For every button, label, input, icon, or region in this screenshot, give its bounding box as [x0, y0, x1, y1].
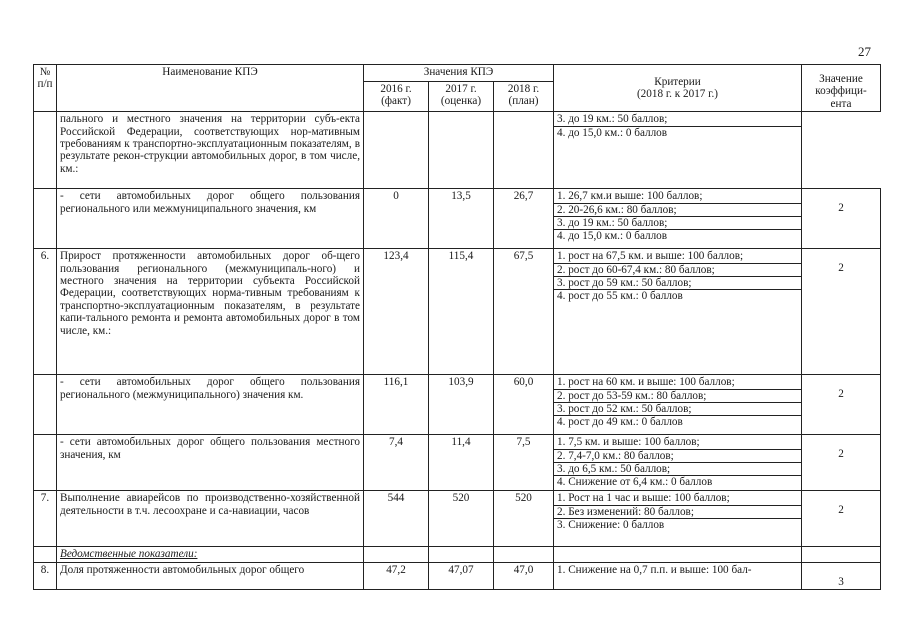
coefficient-value: 2	[802, 189, 881, 249]
section-empty-cell	[364, 547, 429, 562]
kpe-name: пального и местного значения на территории субъ-екта Российской Федерации, соответствующих нор-мативным требованиям к транспортно-эксплуатационным показателям, в результате рекон-струкции автомобильных дорог, в том числе, км.:	[57, 112, 364, 189]
row-number	[34, 375, 57, 435]
criteria-item: 3. Снижение: 0 баллов	[557, 519, 665, 532]
header-2018: 2018 г. (план)	[494, 81, 554, 111]
value-2017: 11,4	[429, 435, 494, 491]
row-number: 7.	[34, 491, 57, 547]
criteria-cell	[554, 435, 802, 491]
row-number	[34, 112, 57, 189]
criteria-item: 4. до 15,0 км.: 0 баллов	[557, 126, 668, 139]
value-2017: 520	[429, 491, 494, 547]
table-row	[34, 189, 881, 249]
section-num-cell	[34, 547, 57, 562]
value-2018: 47,0	[494, 562, 554, 589]
table-row	[34, 435, 881, 491]
coefficient-value: 2	[802, 375, 881, 435]
kpe-name: - сети автомобильных дорог общего пользования местного значения, км	[57, 435, 364, 491]
criteria-item: 2. рост до 53-59 км.: 80 баллов;	[554, 390, 801, 403]
value-2016: 0	[364, 189, 429, 249]
criteria-cell	[554, 112, 802, 189]
criteria-item: 3. до 6,5 км.: 50 баллов;	[554, 463, 801, 476]
criteria-item: 4. Снижение от 6,4 км.: 0 баллов	[557, 476, 713, 489]
criteria-item: 3. до 19 км.: 50 баллов;	[554, 217, 801, 230]
coefficient-value: 2	[802, 491, 881, 547]
coefficient-value: 2	[802, 435, 881, 491]
table-row	[34, 249, 881, 375]
kpe-name: Выполнение авиарейсов по производственно-хозяйственной деятельности в т.ч. лесоохране и са-навиации, часов	[57, 491, 364, 547]
section-empty-cell	[494, 547, 554, 562]
section-row	[34, 547, 881, 562]
page-number: 27	[858, 44, 871, 59]
criteria-cell	[554, 189, 802, 249]
value-2018: 26,7	[494, 189, 554, 249]
criteria-item: 1. рост на 67,5 км. и выше: 100 баллов;	[554, 250, 801, 263]
header-criteria: Критерии (2018 г. к 2017 г.)	[554, 65, 802, 112]
row-number: 6.	[34, 249, 57, 375]
criteria-item: 3. рост до 59 км.: 50 баллов;	[554, 277, 801, 290]
criteria-item: 1. 7,5 км. и выше: 100 баллов;	[554, 436, 801, 449]
criteria-item: 1. Снижение на 0,7 п.п. и выше: 100 бал-	[557, 563, 752, 576]
criteria-cell	[554, 249, 802, 375]
kpe-name: - сети автомобильных дорог общего пользования регионального или межмуниципального значения, км	[57, 189, 364, 249]
criteria-item: 2. 7,4-7,0 км.: 80 баллов;	[554, 450, 801, 463]
header-num: № п/п	[34, 65, 57, 112]
header-name: Наименование КПЭ	[57, 65, 364, 112]
header-values-group: Значения КПЭ	[364, 65, 554, 82]
criteria-item: 2. рост до 60-67,4 км.: 80 баллов;	[554, 264, 801, 277]
criteria-item: 3. до 19 км.: 50 баллов;	[554, 113, 801, 126]
section-empty-cell	[802, 547, 881, 562]
header-2016: 2016 г. (факт)	[364, 81, 429, 111]
value-2018	[494, 112, 554, 189]
criteria-item: 2. 20-26,6 км.: 80 баллов;	[554, 204, 801, 217]
criteria-item: 1. рост на 60 км. и выше: 100 баллов;	[554, 376, 801, 389]
value-2016: 544	[364, 491, 429, 547]
value-2017: 47,07	[429, 562, 494, 589]
row-number	[34, 189, 57, 249]
criteria-item: 4. рост до 49 км.: 0 баллов	[557, 416, 683, 429]
kpe-table	[33, 64, 881, 590]
section-label: Ведомственные показатели:	[57, 547, 364, 562]
value-2016: 116,1	[364, 375, 429, 435]
criteria-item: 1. 26,7 км.и выше: 100 баллов;	[554, 190, 801, 203]
table-row	[34, 491, 881, 547]
value-2016: 123,4	[364, 249, 429, 375]
criteria-item: 4. рост до 55 км.: 0 баллов	[557, 290, 683, 303]
header-coef: Значение коэффици- ента	[802, 65, 881, 112]
value-2018: 7,5	[494, 435, 554, 491]
criteria-item: 2. Без изменений: 80 баллов;	[554, 506, 801, 519]
table-row	[34, 112, 881, 189]
coefficient-value: 3	[802, 562, 881, 589]
section-empty-cell	[429, 547, 494, 562]
value-2016: 47,2	[364, 562, 429, 589]
criteria-cell	[554, 562, 802, 589]
criteria-item: 4. до 15,0 км.: 0 баллов	[557, 230, 668, 243]
value-2018: 67,5	[494, 249, 554, 375]
value-2016	[364, 112, 429, 189]
value-2017: 13,5	[429, 189, 494, 249]
value-2018: 520	[494, 491, 554, 547]
section-empty-cell	[554, 547, 802, 562]
row-number: 8.	[34, 562, 57, 589]
value-2016: 7,4	[364, 435, 429, 491]
table-row	[34, 562, 881, 589]
table-row	[34, 375, 881, 435]
criteria-item: 3. рост до 52 км.: 50 баллов;	[554, 403, 801, 416]
value-2017	[429, 112, 494, 189]
kpe-name: Прирост протяженности автомобильных дорог об-щего пользования регионального (межмуниципаль-ного) и местного значения на территории субъекта Российской Федерации, соответствующих норма-тивным требованиям к транспортно-эксплуатационным показателям, в результате капи-тального ремонта и ремонта автомобильных дорог в том числе, км.:	[57, 249, 364, 375]
criteria-cell	[554, 375, 802, 435]
value-2018: 60,0	[494, 375, 554, 435]
kpe-name: Доля протяженности автомобильных дорог общего	[57, 562, 364, 589]
coefficient-value: 2	[802, 249, 881, 375]
criteria-cell	[554, 491, 802, 547]
header-2017: 2017 г. (оценка)	[429, 81, 494, 111]
row-number	[34, 435, 57, 491]
criteria-item: 1. Рост на 1 час и выше: 100 баллов;	[554, 492, 801, 505]
kpe-name: - сети автомобильных дорог общего пользования регионального (межмуниципального) значения км.	[57, 375, 364, 435]
value-2017: 103,9	[429, 375, 494, 435]
value-2017: 115,4	[429, 249, 494, 375]
